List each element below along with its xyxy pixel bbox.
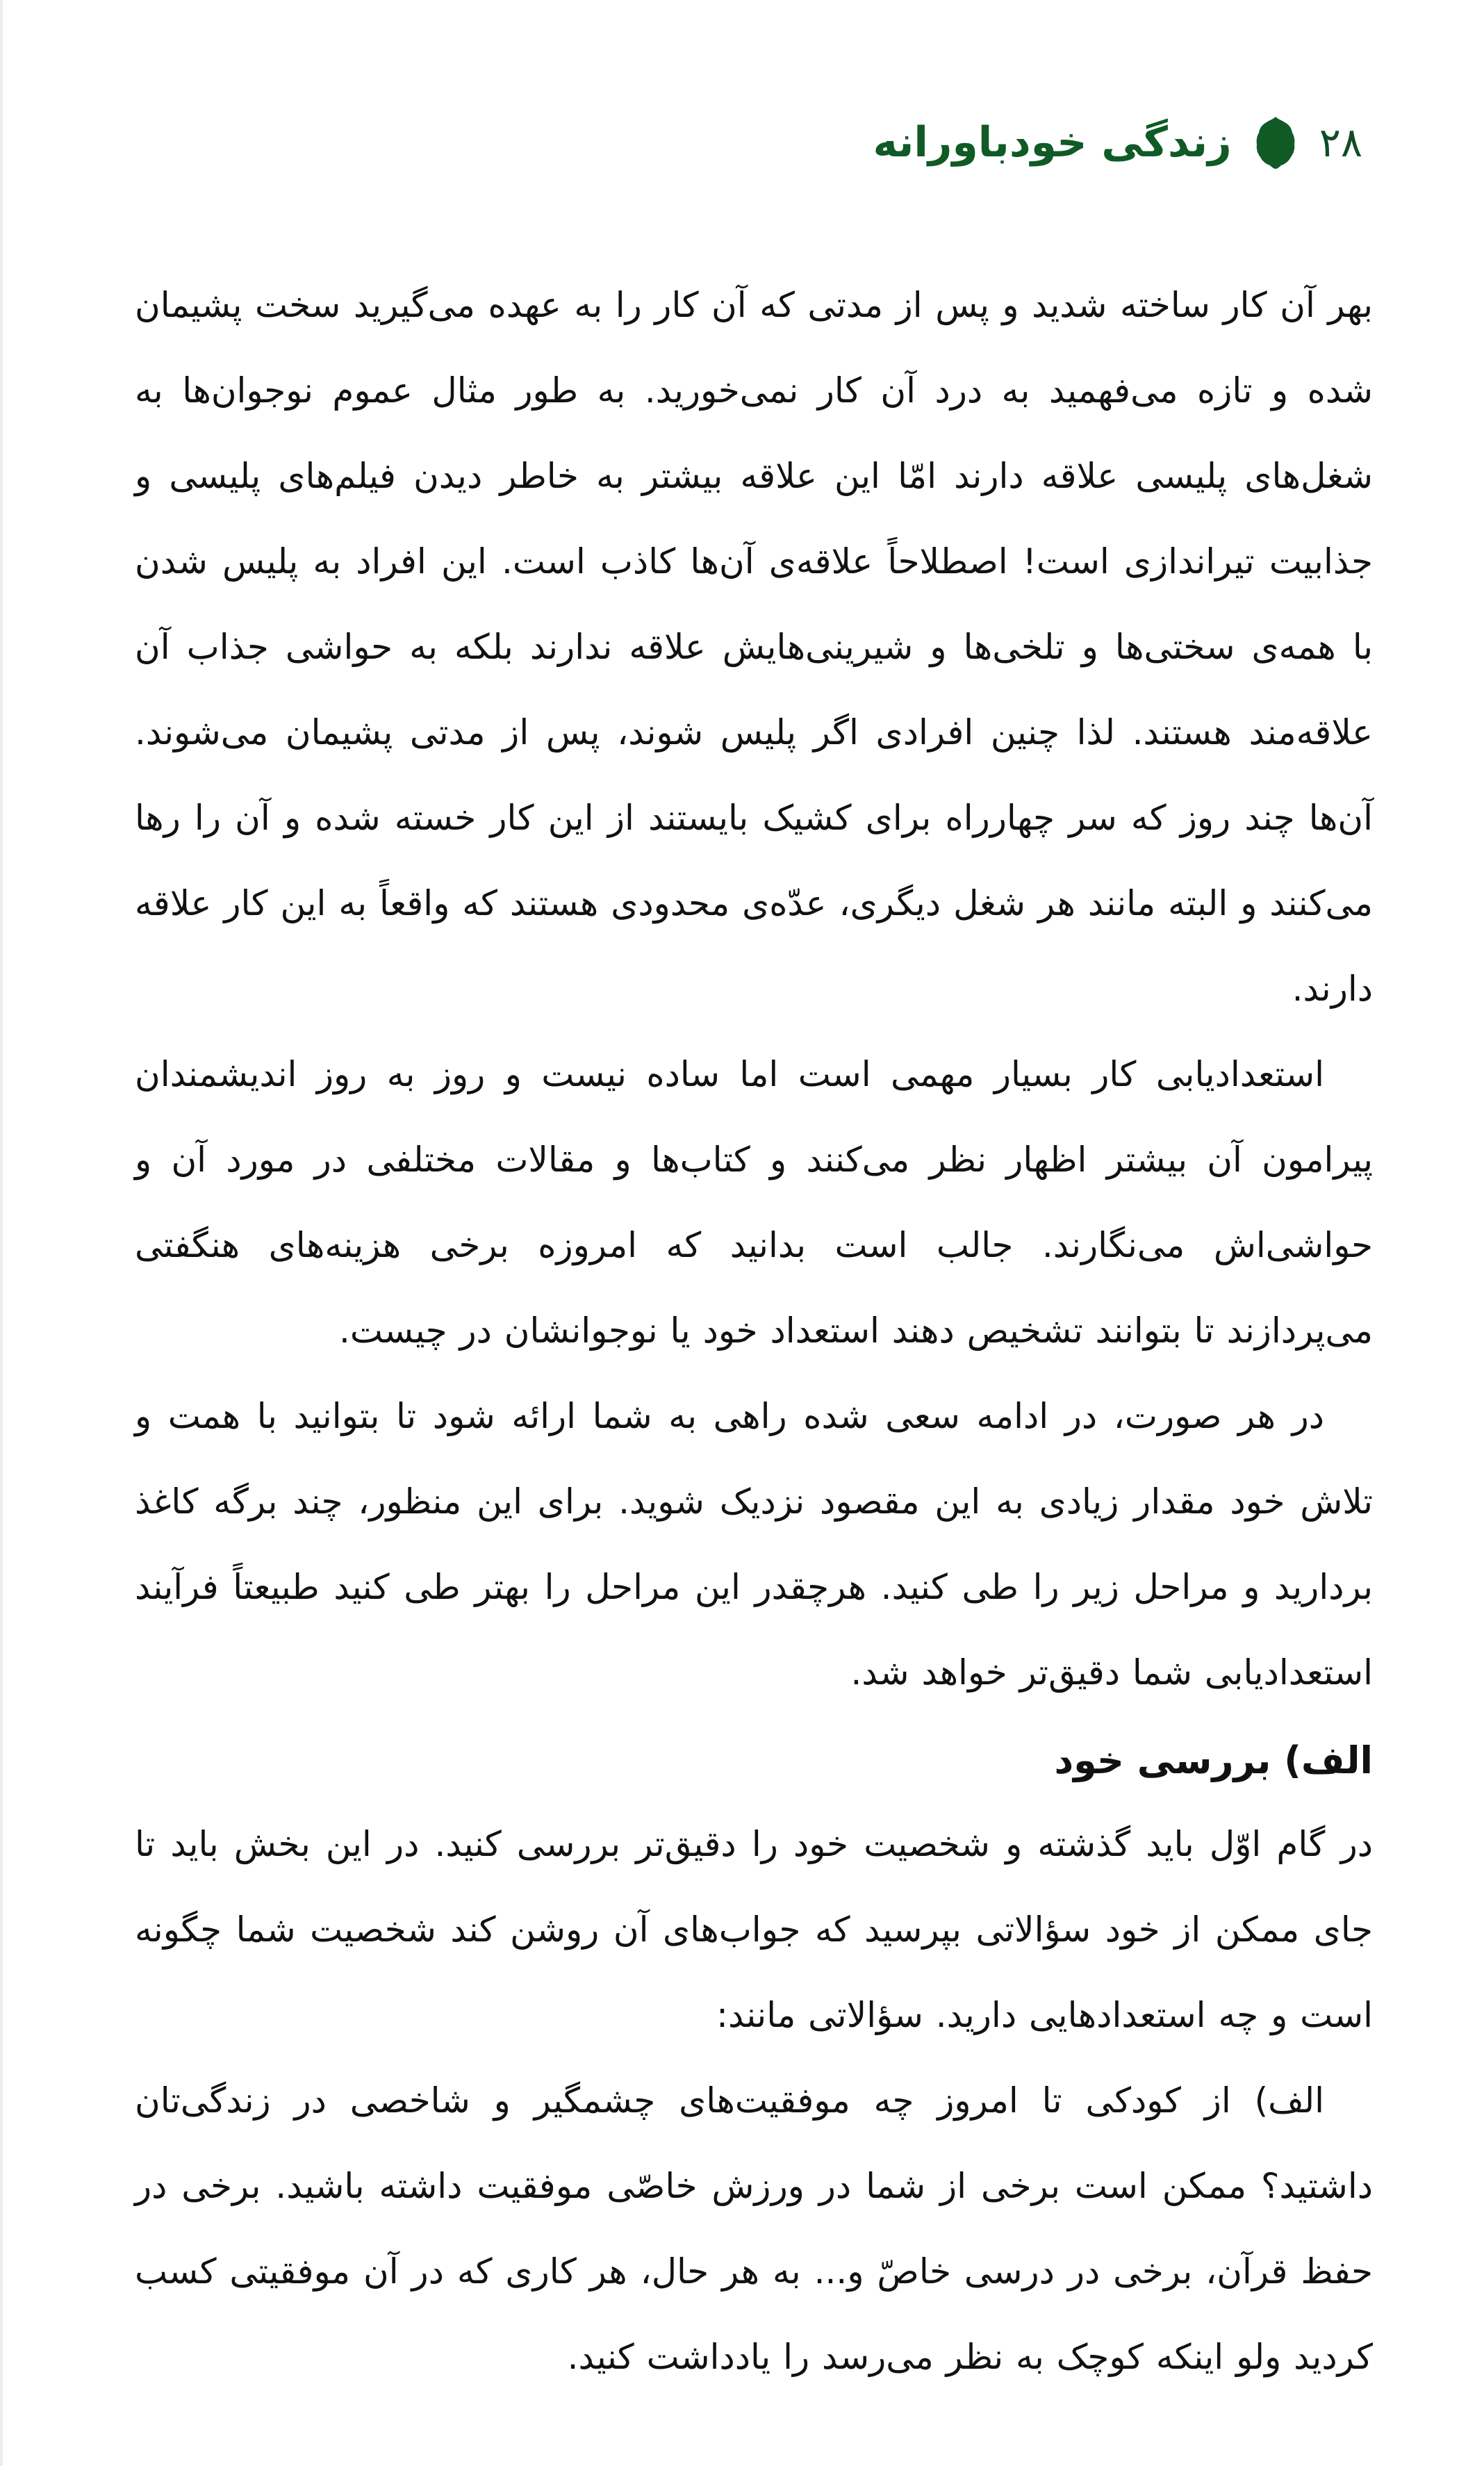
paragraph-3: در هر صورت، در ادامه سعی شده راهی به شما ارائه شود تا بتوانید با همت و تلاش خود مقدار زیادی به این مقصود نزدیک شوید. برای این منظور، چند برگه کاغذ بردارید و مراحل زیر را طی کنید. هرچقدر این مراحل را بهتر طی کنید طبیعتاً فرآیند استعدادیابی شما دقیق‌تر خواهد شد. — [135, 1396, 1373, 1693]
book-title: زندگی خودباورانه — [873, 118, 1232, 167]
section-paragraph-1: در گام اوّل باید گذشته و شخصیت خود را دقیق‌تر بررسی کنید. در این بخش باید تا جای ممکن از خود سؤالاتی بپرسید که جواب‌های آن روشن کند شخصیت شما چگونه است و چه استعدادهایی دارید. سؤالاتی مانند: — [135, 1824, 1373, 2035]
page-number: ۲۸ — [1319, 119, 1362, 166]
paragraph-2: استعدادیابی کار بسیار مهمی است اما ساده نیست و روز به روز اندیشمندان پیرامون آن بیشتر اظهار نظر می‌کنند و کتاب‌ها و مقالات مختلفی در مورد آن و حواشی‌اش می‌نگارند. جالب است بدانید که امروزه برخی هزینه‌های هنگفتی می‌پردازند تا بتوانند تشخیص دهند استعداد خود یا نوجوانشان در چیست. — [135, 1054, 1373, 1351]
section-heading: الف) بررسی خود — [1054, 1738, 1373, 1782]
flower-ornament-shape — [1255, 115, 1296, 170]
running-header — [873, 104, 1362, 181]
paragraph-1: بهر آن کار ساخته شدید و پس از مدتی که آن کار را به عهده می‌گیرید سخت پشیمان شده و تازه می‌فهمید به درد آن کار نمی‌خورید. به طور مثال عموم نوجوان‌ها به شغل‌های پلیسی علاقه دارند امّا این علاقه بیشتر به خاطر دیدن فیلم‌های پلیسی و جذابیت تیراندازی است! اصطلاحاً علاقه‌ی آن‌ها کاذب است. این افراد به پلیس شدن با همه‌ی سختی‌ها و تلخی‌ها و شیرینی‌هایش علاقه ندارند بلکه به حواشی جذاب آن علاقه‌مند هستند. لذا چنین افرادی اگر پلیس شوند، پس از مدتی پشیمان می‌شوند. آن‌ها چند روز که سر چهارراه برای کشیک بایستند از این کار خسته شده و آن را رها می‌کنند و البته مانند هر شغل دیگری، عدّه‌ی محدودی هستند که واقعاً به این کار علاقه دارند. — [135, 285, 1373, 1009]
section-paragraph-2: الف) از کودکی تا امروز چه موفقیت‌های چشمگیر و شاخصی در زندگی‌تان داشتید؟ ممکن است برخی از شما در ورزش خاصّی موفقیت داشته باشید. برخی در حفظ قرآن، برخی در درسی خاصّ و... به هر حال، هر کاری که در آن موفقیتی کسب کردید ولو اینکه کوچک به نظر می‌رسد را یادداشت کنید. — [135, 2080, 1373, 2377]
flower-ornament-icon — [1255, 115, 1296, 170]
page-body — [135, 263, 1373, 2400]
